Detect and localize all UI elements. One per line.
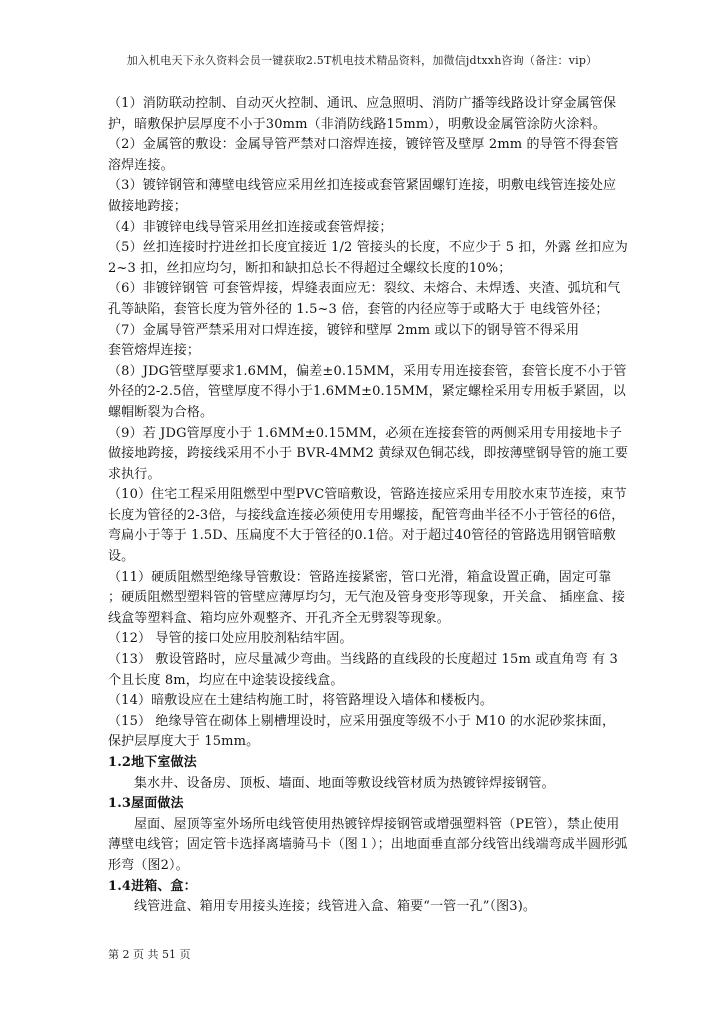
clause-4: （4）非镀锌电线导管采用丝扣连接或套管焊接； xyxy=(108,219,393,235)
clause-14: （14）暗敷设应在土建结构施工时，将管路埋设入墙体和楼板内。 xyxy=(108,693,494,709)
clause-9: （9）若 JDG管厚度小于 1.6MM±0.15MM，必须在连接套管的两侧采用专用接地卡子做接地跨接，跨接线采用不小于 BVR-4MM2 黄绿双色铜芯线，即按薄壁钢导管的施工要求执行。 xyxy=(108,425,629,482)
clause-12: （12） 导管的接口处应用胶剂粘结牢固。 xyxy=(108,631,353,647)
section-body-box-entry: 线管进盒、箱用专用接头连接；线管进入盒、箱要“一管一孔”（图3)。 xyxy=(134,899,537,915)
document-body xyxy=(108,94,628,918)
page-footer: 第 2 页 共 51 页 xyxy=(108,948,191,961)
clause-1: （1）消防联动控制、自动灭火控制、通讯、应急照明、消防广播等线路设计穿金属管保护，暗敷保护层厚度不小于30mm（非消防线路15mm），明敷设金属管涂防火涂料。 xyxy=(108,96,617,132)
section-body-roof: 屋面、屋顶等室外场所电线管使用热镀锌焊接钢管或增强塑料管（PE管），禁止使用薄壁电线管；固定管卡选择离墙骑马卡（图１）；出地面垂直部分线管出线端弯成半圆形弧形弯（图2）。 xyxy=(108,816,628,873)
clause-5: （5）丝扣连接时拧进丝扣长度宜接近 1/2 管接头的长度，不应少于 5 扣，外露 丝扣应为 2~3 扣，丝扣应均匀，断扣和缺扣总长不得超过全螺纹长度的10%； xyxy=(108,240,628,276)
clause-7-continued: 套管熔焊连接； xyxy=(108,343,201,359)
clause-13: （13） 敷设管路时，应尽量减少弯曲。当线路的直线段的长度超过 15m 或直角弯 有 3 个且长度 8m，均应在中途装设接线盒。 xyxy=(108,652,618,688)
clause-11: （11）硬质阻燃型绝缘导管敷设：管路连接紧密，管口光滑，箱盒设置正确，固定可靠 ；硬质阻燃型塑料管的管壁应薄厚均匀，无气泡及管身变形等现象，开关盒、 插座盒、接线盒等塑料盒、箱均应外观整齐、开孔齐全无劈裂等现象。 xyxy=(108,569,626,626)
section-heading-roof: 1.3屋面做法 xyxy=(108,796,184,812)
clause-7: （7）金属导管严禁采用对口焊连接，镀锌和壁厚 2mm 或以下的钢导管不得采用 xyxy=(108,322,580,338)
clause-6: （6）非镀锌钢管 可套管焊接，焊缝表面应无：裂纹、未熔合、未焊透、夹渣、弧坑和气孔等缺陷，套管长度为管外径的 1.5~3 倍，套管的内径应等于或略大于 电线管外径； xyxy=(108,281,621,317)
clause-15: （15） 绝缘导管在砌体上剔槽埋设时，应采用强度等级不小于 M10 的水泥砂浆抹面，保护层厚度大于 15mm。 xyxy=(108,713,616,750)
clause-2: （2）金属管的敷设：金属导管严禁对口溶焊连接，镀锌管及壁厚 2mm 的导管不得套管溶焊连接。 xyxy=(108,137,619,173)
clause-8: （8）JDG管壁厚要求1.6MM，偏差±0.15MM，采用专用连接套管，套管长度不小于管外径的2-2.5倍，管壁厚度不得小于1.6MM±0.15MM，紧定螺栓采用专用板手紧固，以螺帽断裂为合格。 xyxy=(108,363,627,420)
section-heading-box-entry: 1.4进箱、盒： xyxy=(108,878,197,894)
clause-3: （3）镀锌钢管和薄壁电线管应采用丝扣连接或套管紧固螺钉连接，明敷电线管连接处应做接地跨接； xyxy=(108,178,617,214)
section-body-basement: 集水井、设备房、顶板、墙面、地面等敷设线管材质为热镀锌焊接钢管。 xyxy=(134,775,555,791)
clause-10: （10）住宅工程采用阻燃型中型PVC管暗敷设，管路连接应采用专用胶水束节连接，束节长度为管径的2-3倍，与接线盒连接必须使用专用螺接，配管弯曲半径不小于管径的6倍，弯扁小于等于 1.5D、压扁度不大于管径的0.1倍。对于超过40管径的管路选用钢管暗敷设。 xyxy=(108,487,627,565)
page-header: 加入机电天下永久资料会员一键获取2.5T机电技术精品资料，加微信jdtxxh咨询（备注：vip） xyxy=(126,54,598,67)
section-heading-basement: 1.2地下室做法 xyxy=(108,755,197,770)
